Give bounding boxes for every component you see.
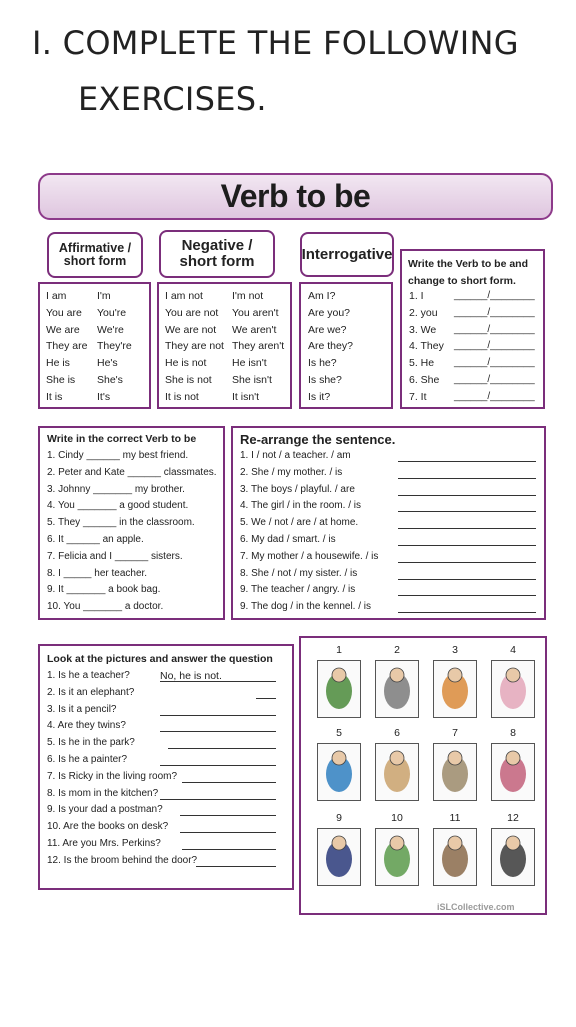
affirmative-long: You are [46,306,82,319]
interrogative-item: Is it? [308,390,331,403]
answer-line [180,815,276,816]
negative-long: They are not [165,340,224,353]
short-form-item: 3. We [409,323,437,336]
verb-item: 9. It _______ a book bag. [47,584,161,596]
credit-text: iSLCollective.com [437,902,515,912]
picture-question: 12. Is the broom behind the door? [47,854,198,866]
rearrange-item: 7. My mother / a housewife. / is [240,550,379,562]
picture-number: 4 [510,644,516,656]
short-form-item: 2. you [409,306,438,319]
answer-line [256,698,276,699]
broom-bucket-icon [491,828,535,886]
affirmative-long: She is [46,374,76,386]
example-answer: No, he is not. [160,670,222,682]
picture-question: 5. Is he in the park? [47,737,135,749]
answer-line [160,731,276,732]
affirmative-long: He is [46,357,70,370]
answer-line [398,562,536,563]
short-form-blank: ______/________ [454,323,535,335]
picture-number: 7 [452,727,458,739]
negative-short: You aren't [232,306,279,319]
short-form-item: 1. I [409,290,424,302]
answer-line [398,478,536,479]
answer-line [196,866,276,867]
short-form-blank: ______/________ [454,306,535,318]
interrogative-item: Are we? [308,323,347,336]
short-form-item: 7. It [409,390,427,403]
police-officer-icon [317,828,361,886]
rearrange-item: 1. I / not / a teacher. / am [240,450,351,461]
rearrange-title: Re-arrange the sentence. [240,432,396,447]
rearrange-item: 6. My dad / smart. / is [240,534,336,545]
picture-question: 6. Is he a painter? [47,754,128,765]
picture-question: 10. Are the books on desk? [47,821,169,833]
negative-badge: Negative / short form [159,230,275,278]
negative-short: They aren't [232,340,285,353]
negative-short: I'm not [232,290,264,302]
verb-item: 4. You _______ a good student. [47,500,189,512]
picture-number: 3 [452,644,458,656]
elephant-icon [375,660,419,718]
interrogative-item: Is she? [308,374,342,386]
picture-number: 12 [507,812,519,824]
short-form-blank: ______/________ [454,374,535,385]
short-form-title: Write the Verb to be and change to short form. [408,258,528,287]
answer-line [182,782,276,783]
picture-question: 2. Is it an elephant? [47,686,135,698]
verb-item: 8. I _____ her teacher. [47,567,148,579]
affirmative-short: They're [97,340,132,353]
affirmative-short: You're [97,306,127,319]
answer-line [398,461,536,462]
answer-line [398,495,536,496]
affirmative-short: She's [97,374,123,386]
answer-line [398,545,536,546]
woman-phone-icon [491,743,535,801]
interrogative-item: Am I? [308,290,336,302]
picture-question: 1. Is he a teacher? [47,670,130,681]
negative-long: It is not [165,390,199,403]
negative-short: It isn't [232,390,260,403]
books-icon [375,828,419,886]
affirmative-badge: Affirmative / short form [47,232,143,278]
twins-icon [491,660,535,718]
answer-line [160,715,276,716]
rearrange-item: 9. The dog / in the kennel. / is [240,601,372,613]
picture-number: 10 [391,812,403,824]
painter-easel-icon [375,743,419,801]
old-man-icon [433,828,477,886]
short-form-item: 6. She [409,374,440,386]
short-form-item: 4. They [409,340,444,353]
answer-line [168,748,276,749]
rearrange-item: 2. She / my mother. / is [240,466,343,478]
picture-question: 4. Are they twins? [47,720,126,732]
picture-question: 7. Is Ricky in the living room? [47,770,178,782]
interrogative-badge: Interrogative [300,232,394,277]
answer-line [160,765,276,766]
picture-number: 11 [449,812,461,824]
answer-line [160,799,276,800]
picture-number: 8 [510,727,516,739]
verb-item: 1. Cindy ______ my best friend. [47,450,189,461]
negative-long: You are not [165,306,219,319]
worksheet-title: Verb to be [220,178,371,214]
affirmative-long: We are [46,323,80,336]
answer-line [182,849,276,850]
picture-number: 5 [336,727,342,739]
rearrange-item: 3. The boys / playful. / are [240,483,355,495]
picture-question: 9. Is your dad a postman? [47,804,163,816]
heading-line-1: I. COMPLETE THE FOLLOWING [32,24,519,62]
rearrange-item: 5. We / not / are / at home. [240,517,359,529]
short-form-item: 5. He [409,357,435,370]
affirmative-short: He's [97,357,118,370]
picture-question: 8. Is mom in the kitchen? [47,787,159,799]
title-banner [38,173,553,220]
affirmative-short: I'm [97,290,111,302]
negative-short: He isn't [232,357,267,370]
negative-short: We aren't [232,323,277,336]
short-form-blank: ______/________ [454,390,535,402]
pencil-icon [433,660,477,718]
answer-line [398,579,536,580]
short-form-blank: ______/________ [454,357,535,369]
negative-short: She isn't [232,374,272,386]
interrogative-item: Is he? [308,357,337,370]
pictures-question-title: Look at the pictures and answer the question [47,653,273,665]
rearrange-item: 9. The teacher / angry. / is [240,584,356,596]
kitchen-icon [433,743,477,801]
picture-number: 1 [336,644,342,656]
affirmative-long: I am [46,290,67,302]
teacher-blackboard-icon [317,743,361,801]
picture-question: 3. Is it a pencil? [47,703,117,715]
verb-item: 2. Peter and Kate ______ classmates. [47,466,217,478]
affirmative-short: It's [97,390,111,403]
answer-line [398,595,536,596]
picture-number: 6 [394,727,400,739]
rearrange-item: 4. The girl / in the room. / is [240,500,361,512]
negative-long: We are not [165,323,217,336]
verb-item: 10. You _______ a doctor. [47,601,164,613]
verb-item: 7. Felicia and I ______ sisters. [47,550,183,562]
verb-item: 5. They ______ in the classroom. [47,517,195,529]
football-player-icon [317,660,361,718]
interrogative-item: Are you? [308,306,351,319]
picture-number: 9 [336,812,342,824]
verb-item: 3. Johnny _______ my brother. [47,483,185,495]
negative-long: He is not [165,357,207,370]
affirmative-short: We're [97,323,124,336]
affirmative-long: It is [46,390,63,403]
picture-number: 2 [394,644,400,656]
verb-item: 6. It ______ an apple. [47,534,144,545]
answer-line [398,511,536,512]
answer-line [180,832,276,833]
interrogative-item: Are they? [308,340,353,353]
rearrange-item: 8. She / not / my sister. / is [240,567,358,579]
negative-long: I am not [165,290,203,302]
negative-long: She is not [165,374,212,386]
answer-line [398,612,536,613]
affirmative-long: They are [46,340,88,353]
picture-question: 11. Are you Mrs. Perkins? [47,838,161,849]
answer-line [398,528,536,529]
short-form-blank: ______/________ [454,290,535,301]
verb-box-title: Write in the correct Verb to be [47,433,197,445]
heading-line-2: EXERCISES. [78,80,267,118]
short-form-blank: ______/________ [454,340,535,352]
